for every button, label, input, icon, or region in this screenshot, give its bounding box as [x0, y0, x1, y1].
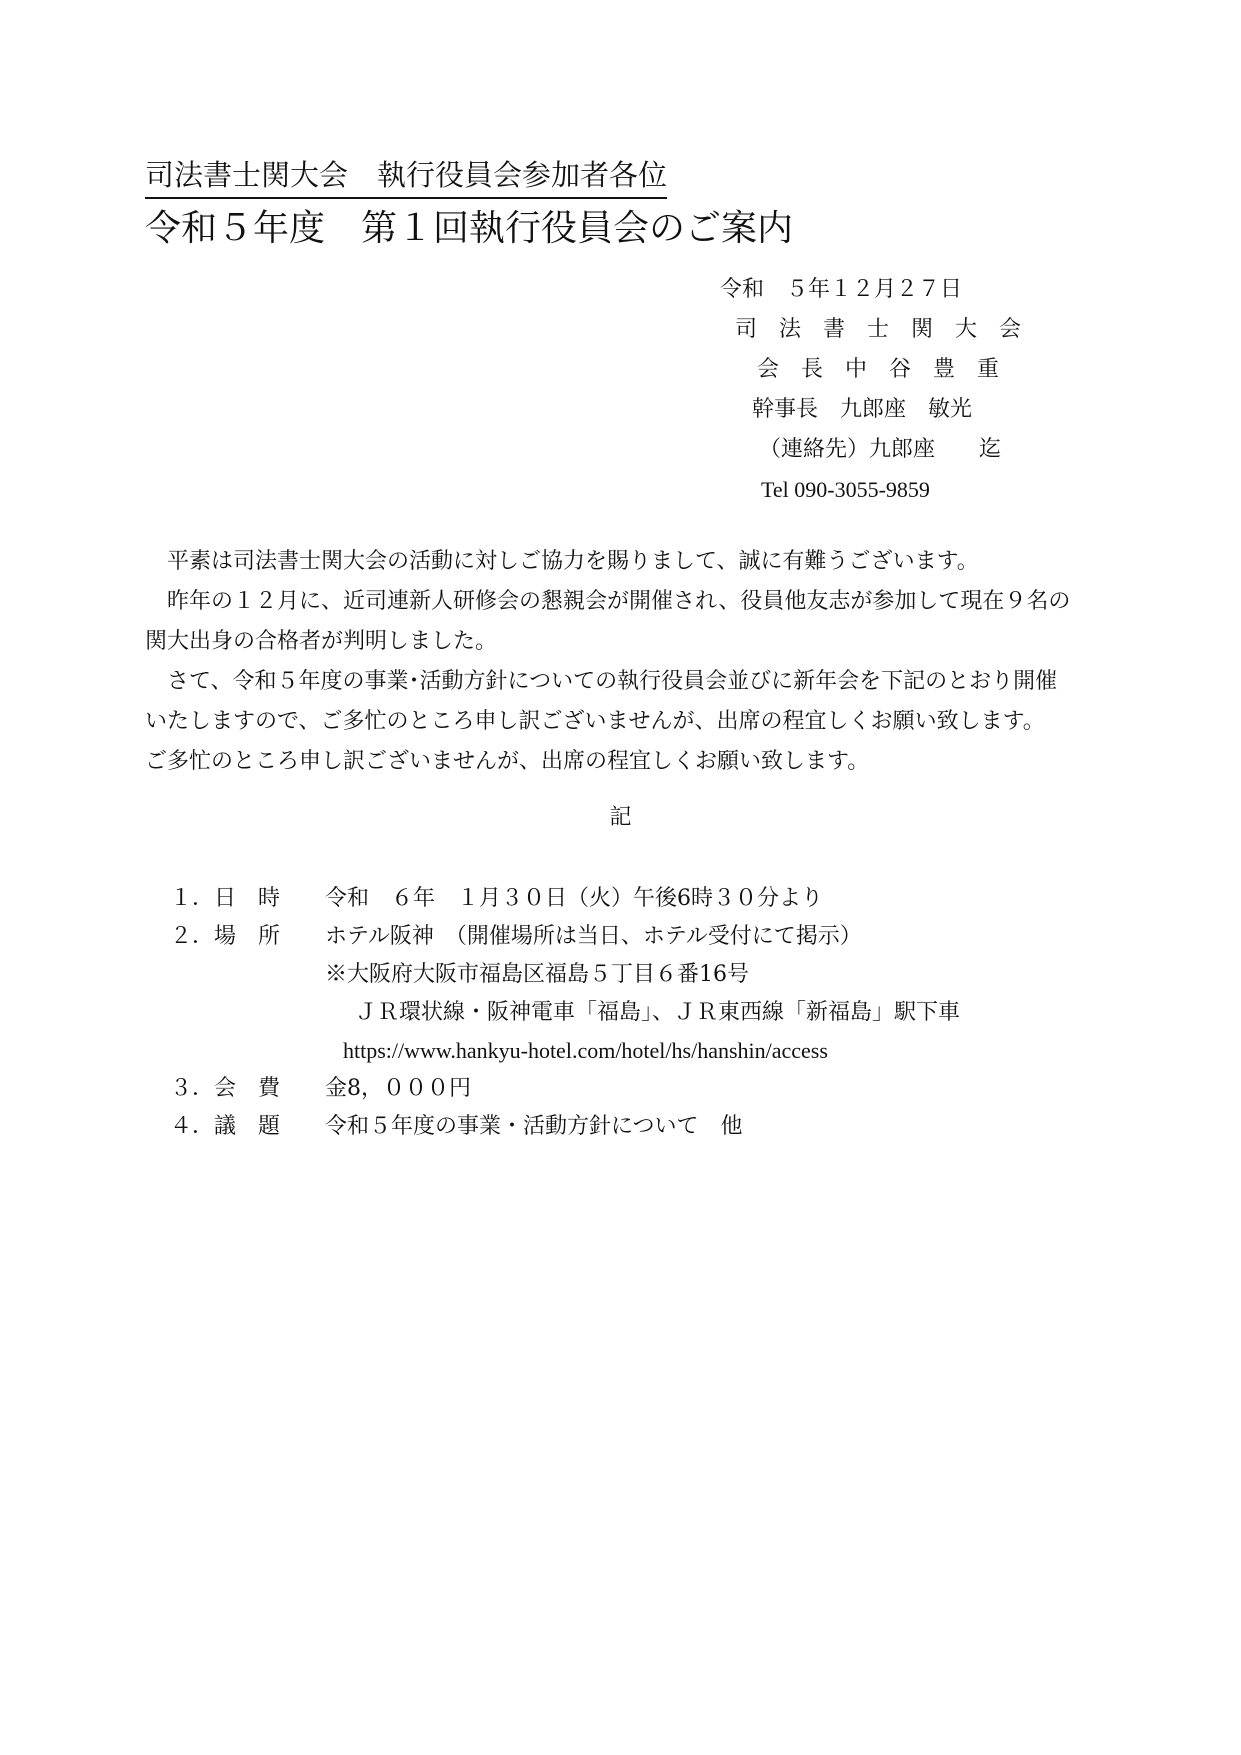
- place-address: ※大阪府大阪市福島区福島５丁目６番16号: [325, 962, 749, 987]
- place-value: ホテル阪神 （開催場所は当日、ホテル受付にて掲示）: [325, 924, 862, 949]
- addressee-line: 司法書士関大会 執行役員会参加者各位: [145, 155, 667, 199]
- contact-person: （連絡先）九郎座 迄: [759, 437, 1002, 462]
- date-value: 令和 ６年 １月３０日（火）午後6時３０分より: [325, 886, 823, 911]
- sender-block: [720, 270, 1021, 510]
- agenda-label: ４．議 題: [170, 1114, 281, 1139]
- document-title: 令和５年度 第１回執行役員会のご案内: [145, 208, 794, 249]
- ki-heading: 記: [609, 805, 632, 830]
- agenda-value: 令和５年度の事業・活動方針について 他: [325, 1114, 743, 1139]
- secretary-name: 幹事長 九郎座 敏光: [752, 397, 973, 422]
- fee-label: ３．会 費: [170, 1076, 281, 1101]
- body-paragraph-line: いたしますので、ご多忙のところ申し訳ございませんが、出席の程宜しくお願い致します。: [145, 709, 1045, 734]
- place-access: ＪＲ環状線・阪神電車「福島」、ＪＲ東西線「新福島」駅下車: [355, 1000, 961, 1025]
- detail-place-row: [170, 918, 960, 956]
- body-paragraph-line: 昨年の１２月に、近司連新人研修会の懇親会が開催され、役員他友志が参加して現在９名の: [145, 589, 1071, 614]
- detail-date-row: [170, 880, 960, 918]
- detail-fee-row: [170, 1070, 960, 1108]
- fee-value: 金8，０００円: [325, 1076, 471, 1101]
- body-paragraph-line: さて、令和５年度の事業･活動方針についての執行役員会並びに新年会を下記のとおり開催: [145, 669, 1058, 694]
- detail-agenda-row: [170, 1108, 960, 1146]
- date-label: １．日 時: [170, 886, 281, 911]
- body-paragraph-line: 関大出身の合格者が判明しました。: [145, 629, 498, 654]
- contact-telephone: Tel 090-3055-9859: [761, 477, 930, 502]
- body-text: [145, 542, 1105, 782]
- body-paragraph-line: 平素は司法書士関大会の活動に対しご協力を賜りまして、誠に有難うございます。: [145, 549, 979, 574]
- details-list: [170, 880, 960, 1146]
- president-name: 会 長 中 谷 豊 重: [757, 357, 1000, 382]
- organization-name: 司 法 書 士 関 大 会: [735, 317, 1022, 342]
- issue-date: 令和 ５年１２月２７日: [720, 277, 963, 302]
- place-label: ２．場 所: [170, 924, 281, 949]
- place-url: https://www.hankyu-hotel.com/hotel/hs/hanshin/access: [343, 1038, 828, 1063]
- body-paragraph-line: ご多忙のところ申し訳ございませんが、出席の程宜しくお願い致します。: [145, 749, 870, 774]
